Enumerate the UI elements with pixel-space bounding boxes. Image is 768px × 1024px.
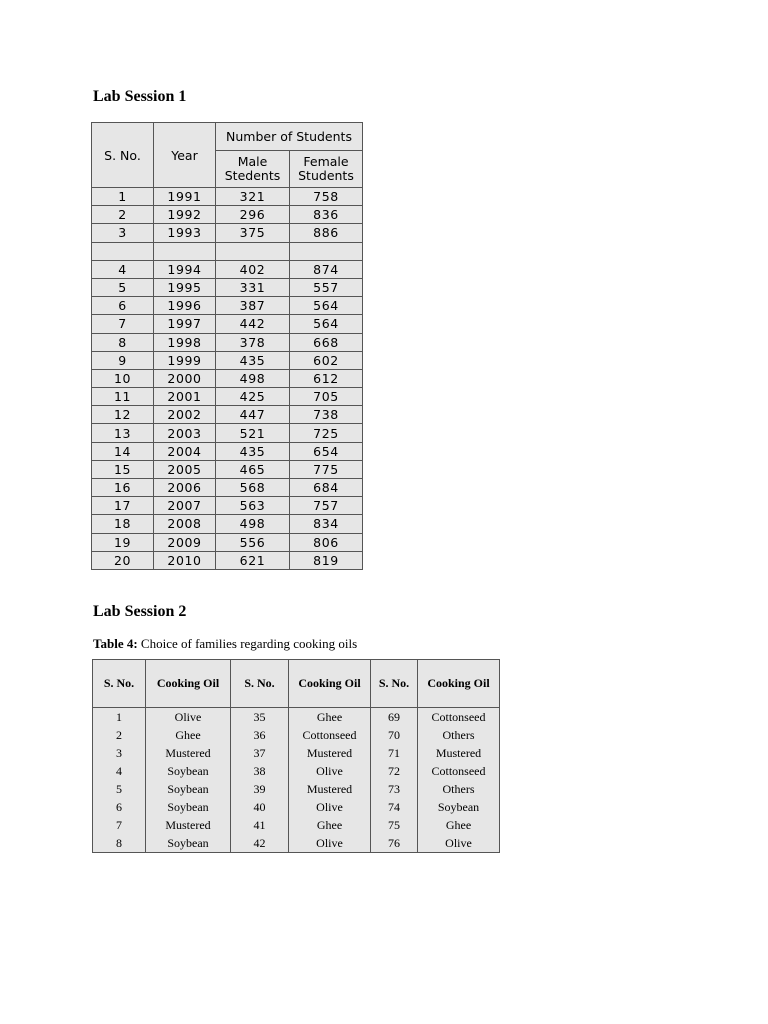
- cell-year: 2000: [154, 369, 216, 387]
- cell-male: 465: [216, 460, 290, 478]
- cell-cooking-oil: Soybean: [146, 798, 231, 816]
- cell-sno: 8: [93, 834, 146, 853]
- cell-female: 757: [290, 497, 363, 515]
- cell-sno: 12: [92, 406, 154, 424]
- cell-female: 557: [290, 278, 363, 296]
- cell-year: 1992: [154, 206, 216, 224]
- cell-sno: 4: [93, 762, 146, 780]
- cell-sno: 11: [92, 388, 154, 406]
- cell-female: 819: [290, 551, 363, 569]
- number-of-students-header: Number of Students: [216, 123, 363, 151]
- cell-male: 563: [216, 497, 290, 515]
- cell-sno: 76: [371, 834, 418, 853]
- cell-male: 435: [216, 351, 290, 369]
- cell-cooking-oil: Ghee: [146, 726, 231, 744]
- table-row: [92, 224, 363, 242]
- cell-cooking-oil: Soybean: [418, 798, 500, 816]
- cell-sno: 5: [93, 780, 146, 798]
- cell-sno: 8: [92, 333, 154, 351]
- cell-year: 1997: [154, 315, 216, 333]
- cell-year: 2002: [154, 406, 216, 424]
- cell-male: 435: [216, 442, 290, 460]
- cell-female: 684: [290, 479, 363, 497]
- cell-sno: 9: [92, 351, 154, 369]
- table-row: [93, 744, 500, 762]
- cell-year: 2007: [154, 497, 216, 515]
- cell-year: 2003: [154, 424, 216, 442]
- cell-year: 2004: [154, 442, 216, 460]
- cell-male: 442: [216, 315, 290, 333]
- cell-sno: 39: [231, 780, 289, 798]
- cell-sno: 6: [93, 798, 146, 816]
- cell-cooking-oil: Others: [418, 780, 500, 798]
- cell-female: 612: [290, 369, 363, 387]
- table-row: [92, 297, 363, 315]
- cell-female: 834: [290, 515, 363, 533]
- cell-sno: 75: [371, 816, 418, 834]
- cell-cooking-oil: Mustered: [289, 744, 371, 762]
- table-row: [93, 798, 500, 816]
- cell-female: 668: [290, 333, 363, 351]
- cell-female: 758: [290, 188, 363, 206]
- female-students-header: Female Students: [290, 151, 363, 188]
- cell-sno: 2: [93, 726, 146, 744]
- table-row: [93, 834, 500, 853]
- cooking-oil-header: Cooking Oil: [289, 660, 371, 708]
- cell-sno: 73: [371, 780, 418, 798]
- table-row: [92, 242, 363, 260]
- cell-female: 602: [290, 351, 363, 369]
- cell-cooking-oil: Cottonseed: [289, 726, 371, 744]
- table-row: [92, 369, 363, 387]
- sno-header: S. No.: [371, 660, 418, 708]
- cell-cooking-oil: Mustered: [289, 780, 371, 798]
- table-row: [92, 206, 363, 224]
- cell-cooking-oil: Cottonseed: [418, 708, 500, 727]
- cell-cooking-oil: Soybean: [146, 834, 231, 853]
- cell-cooking-oil: Olive: [289, 762, 371, 780]
- cell-male: 387: [216, 297, 290, 315]
- table-row: [93, 780, 500, 798]
- lab-session-2-heading: Lab Session 2: [93, 603, 187, 620]
- cell-sno: 5: [92, 278, 154, 296]
- cell-cooking-oil: Mustered: [418, 744, 500, 762]
- cell-female: 705: [290, 388, 363, 406]
- table-row: [92, 551, 363, 569]
- cell-sno: 1: [93, 708, 146, 727]
- cell-cooking-oil: Others: [418, 726, 500, 744]
- cell-male: 498: [216, 515, 290, 533]
- cell-sno: 2: [92, 206, 154, 224]
- cell-male: 378: [216, 333, 290, 351]
- table-row: [92, 497, 363, 515]
- table-row: [92, 533, 363, 551]
- cell-sno: 3: [93, 744, 146, 762]
- cell-sno: 69: [371, 708, 418, 727]
- table-row: [92, 479, 363, 497]
- cell-sno: 10: [92, 369, 154, 387]
- cooking-oil-header-row: [93, 660, 500, 708]
- cell-cooking-oil: Soybean: [146, 762, 231, 780]
- table-row: [93, 816, 500, 834]
- cell-sno: 19: [92, 533, 154, 551]
- cell-sno: 7: [92, 315, 154, 333]
- table-row: [92, 278, 363, 296]
- cell-year: [154, 242, 216, 260]
- cell-cooking-oil: Mustered: [146, 816, 231, 834]
- cell-cooking-oil: Olive: [418, 834, 500, 853]
- cell-sno: 16: [92, 479, 154, 497]
- cell-sno: 17: [92, 497, 154, 515]
- cell-sno: 41: [231, 816, 289, 834]
- cell-year: 1994: [154, 260, 216, 278]
- cell-female: 564: [290, 297, 363, 315]
- cell-female: 725: [290, 424, 363, 442]
- cell-sno: 18: [92, 515, 154, 533]
- cell-year: 2010: [154, 551, 216, 569]
- cell-year: 1995: [154, 278, 216, 296]
- caption-label: Table 4:: [93, 636, 138, 651]
- students-table-body: [92, 188, 363, 570]
- cell-sno: 36: [231, 726, 289, 744]
- cell-female: 836: [290, 206, 363, 224]
- cell-year: 2006: [154, 479, 216, 497]
- year-header: Year: [154, 123, 216, 188]
- cell-year: 1991: [154, 188, 216, 206]
- cell-year: 1999: [154, 351, 216, 369]
- cell-year: 2008: [154, 515, 216, 533]
- cell-cooking-oil: Olive: [289, 798, 371, 816]
- cell-female: 775: [290, 460, 363, 478]
- cell-female: 806: [290, 533, 363, 551]
- cell-year: 2009: [154, 533, 216, 551]
- cell-male: 568: [216, 479, 290, 497]
- table-row: [92, 460, 363, 478]
- cell-sno: 4: [92, 260, 154, 278]
- cell-male: 521: [216, 424, 290, 442]
- sno-header: S. No.: [93, 660, 146, 708]
- cell-male: 375: [216, 224, 290, 242]
- table-row: [92, 424, 363, 442]
- cell-cooking-oil: Cottonseed: [418, 762, 500, 780]
- cell-sno: 15: [92, 460, 154, 478]
- cell-year: 1996: [154, 297, 216, 315]
- cell-cooking-oil: Mustered: [146, 744, 231, 762]
- table-row: [92, 260, 363, 278]
- cell-male: 498: [216, 369, 290, 387]
- table-caption: [93, 636, 357, 652]
- cell-cooking-oil: Olive: [289, 834, 371, 853]
- male-students-header: Male Stedents: [216, 151, 290, 188]
- cell-sno: 14: [92, 442, 154, 460]
- cell-male: 556: [216, 533, 290, 551]
- table-row: [92, 388, 363, 406]
- sno-header: S. No.: [231, 660, 289, 708]
- cell-sno: 40: [231, 798, 289, 816]
- cell-year: 1998: [154, 333, 216, 351]
- cell-male: 321: [216, 188, 290, 206]
- cell-year: 2005: [154, 460, 216, 478]
- cooking-oil-table-body: [93, 708, 500, 853]
- cell-sno: 42: [231, 834, 289, 853]
- cell-sno: 7: [93, 816, 146, 834]
- cooking-oil-table: [92, 659, 500, 853]
- table-row: [92, 188, 363, 206]
- sno-header: S. No.: [92, 123, 154, 188]
- cell-female: 564: [290, 315, 363, 333]
- table-row: [92, 315, 363, 333]
- cell-cooking-oil: Ghee: [289, 816, 371, 834]
- table-row: [93, 762, 500, 780]
- cell-sno: 1: [92, 188, 154, 206]
- cell-year: 1993: [154, 224, 216, 242]
- cell-sno: 74: [371, 798, 418, 816]
- cell-male: [216, 242, 290, 260]
- cell-cooking-oil: Olive: [146, 708, 231, 727]
- cell-male: 621: [216, 551, 290, 569]
- cell-sno: 38: [231, 762, 289, 780]
- cell-male: 425: [216, 388, 290, 406]
- cell-sno: 70: [371, 726, 418, 744]
- cell-sno: 3: [92, 224, 154, 242]
- table-row: [92, 406, 363, 424]
- cell-sno: 35: [231, 708, 289, 727]
- cell-sno: 13: [92, 424, 154, 442]
- table-row: [92, 351, 363, 369]
- cell-sno: 20: [92, 551, 154, 569]
- cell-male: 447: [216, 406, 290, 424]
- cell-male: 402: [216, 260, 290, 278]
- cell-female: 886: [290, 224, 363, 242]
- cell-cooking-oil: Soybean: [146, 780, 231, 798]
- cell-sno: [92, 242, 154, 260]
- cell-sno: 6: [92, 297, 154, 315]
- cell-male: 331: [216, 278, 290, 296]
- cell-cooking-oil: Ghee: [418, 816, 500, 834]
- cell-cooking-oil: Ghee: [289, 708, 371, 727]
- cooking-oil-header: Cooking Oil: [418, 660, 500, 708]
- cell-sno: 72: [371, 762, 418, 780]
- cell-female: 738: [290, 406, 363, 424]
- table-row: [92, 442, 363, 460]
- cell-sno: 37: [231, 744, 289, 762]
- cell-female: 874: [290, 260, 363, 278]
- students-table: [91, 122, 363, 570]
- table-row: [92, 333, 363, 351]
- cell-female: 654: [290, 442, 363, 460]
- caption-text: Choice of families regarding cooking oils: [137, 636, 358, 651]
- lab-session-1-heading: Lab Session 1: [93, 88, 187, 105]
- cell-male: 296: [216, 206, 290, 224]
- table-row: [93, 726, 500, 744]
- cell-year: 2001: [154, 388, 216, 406]
- table-row: [92, 515, 363, 533]
- cooking-oil-header: Cooking Oil: [146, 660, 231, 708]
- table-row: [93, 708, 500, 727]
- cell-female: [290, 242, 363, 260]
- cell-sno: 71: [371, 744, 418, 762]
